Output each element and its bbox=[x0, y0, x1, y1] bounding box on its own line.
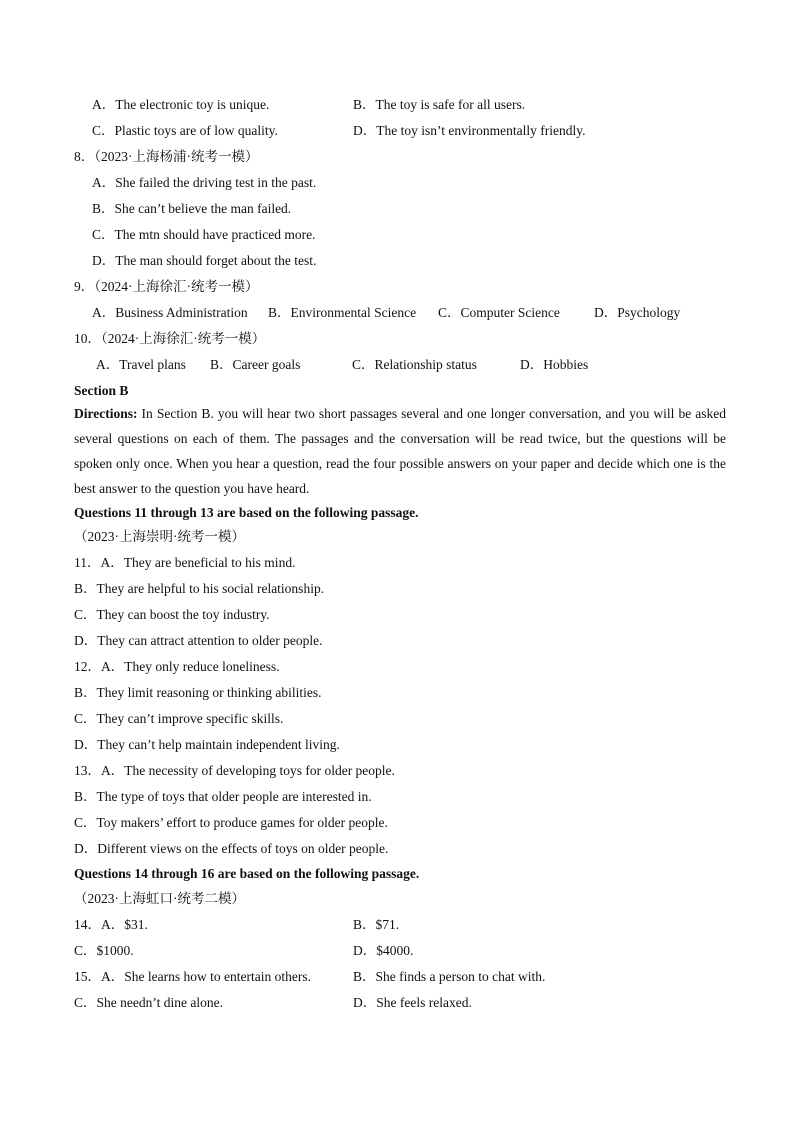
q9-heading: 9．（2024·上海徐汇·统考一模） bbox=[74, 279, 259, 294]
q14-option-c: C．$1000. bbox=[74, 943, 134, 958]
q10-option-d: D．Hobbies bbox=[520, 357, 589, 372]
q15-option-d: D．She feels relaxed. bbox=[353, 995, 472, 1010]
q8-option-a: A．She failed the driving test in the past. bbox=[92, 175, 317, 190]
q11-option-a: 11．A．They are beneficial to his mind. bbox=[74, 555, 296, 570]
q12-option-d: D．They can’t help maintain independent living. bbox=[74, 737, 340, 752]
q15-option-b: B．She finds a person to chat with. bbox=[353, 969, 546, 984]
q10-option-b: B．Career goals bbox=[210, 357, 301, 372]
q10-option-a: A．Travel plans bbox=[96, 357, 186, 372]
q13-option-c: C．Toy makers’ effort to produce games for older people. bbox=[74, 815, 388, 830]
q14-option-a: 14．A．$31. bbox=[74, 917, 148, 932]
q9-option-d: D．Psychology bbox=[594, 305, 681, 320]
group2-source: （2023·上海虹口·统考二模） bbox=[74, 891, 245, 906]
section-b-title: Section B bbox=[74, 383, 129, 398]
section-b-directions bbox=[74, 401, 726, 501]
q8-heading: 8．（2023·上海杨浦·统考一模） bbox=[74, 149, 259, 164]
q8-option-c: C．The mtn should have practiced more. bbox=[92, 227, 316, 242]
group2-intro: Questions 14 through 16 are based on the following passage. bbox=[74, 866, 420, 881]
q9-option-c: C．Computer Science bbox=[438, 305, 560, 320]
q7-option-a: A．The electronic toy is unique. bbox=[92, 97, 270, 112]
q7-option-c: C．Plastic toys are of low quality. bbox=[92, 123, 278, 138]
q13-option-b: B．The type of toys that older people are interested in. bbox=[74, 789, 372, 804]
q14-option-d: D．$4000. bbox=[353, 943, 414, 958]
q11-option-c: C．They can boost the toy industry. bbox=[74, 607, 270, 622]
q9-option-b: B．Environmental Science bbox=[268, 305, 417, 320]
q11-option-d: D．They can attract attention to older people. bbox=[74, 633, 323, 648]
q7-option-d: D．The toy isn’t environmentally friendly. bbox=[353, 123, 586, 138]
q13-option-a: 13．A．The necessity of developing toys for older people. bbox=[74, 763, 395, 778]
q15-option-a: 15．A．She learns how to entertain others. bbox=[74, 969, 311, 984]
q11-option-b: B．They are helpful to his social relationship. bbox=[74, 581, 325, 596]
q10-option-c: C．Relationship status bbox=[352, 357, 477, 372]
directions-label: Directions: bbox=[74, 406, 138, 421]
q10-heading: 10．（2024·上海徐汇·统考一模） bbox=[74, 331, 266, 346]
q9-option-a: A．Business Administration bbox=[92, 305, 248, 320]
group1-intro: Questions 11 through 13 are based on the following passage. bbox=[74, 505, 419, 520]
group1-source: （2023·上海崇明·统考一模） bbox=[74, 529, 245, 544]
q8-option-b: B．She can’t believe the man failed. bbox=[92, 201, 292, 216]
q15-option-c: C．She needn’t dine alone. bbox=[74, 995, 223, 1010]
q7-option-b: B．The toy is safe for all users. bbox=[353, 97, 526, 112]
q14-option-b: B．$71. bbox=[353, 917, 400, 932]
q12-option-c: C．They can’t improve specific skills. bbox=[74, 711, 284, 726]
q12-option-b: B．They limit reasoning or thinking abilities. bbox=[74, 685, 322, 700]
q8-option-d: D．The man should forget about the test. bbox=[92, 253, 317, 268]
directions-text: In Section B. you will hear two short passages several and one longer conversation, and you will be asked several questions on each of them. The passages and the conversation will be read twice, but the questions will be spoken only once. When you hear a question, read the four possible answers on your paper and decide which one is the best answer to the question you have heard. bbox=[74, 406, 726, 496]
q13-option-d: D．Different views on the effects of toys on older people. bbox=[74, 841, 389, 856]
q12-option-a: 12．A．They only reduce loneliness. bbox=[74, 659, 280, 674]
